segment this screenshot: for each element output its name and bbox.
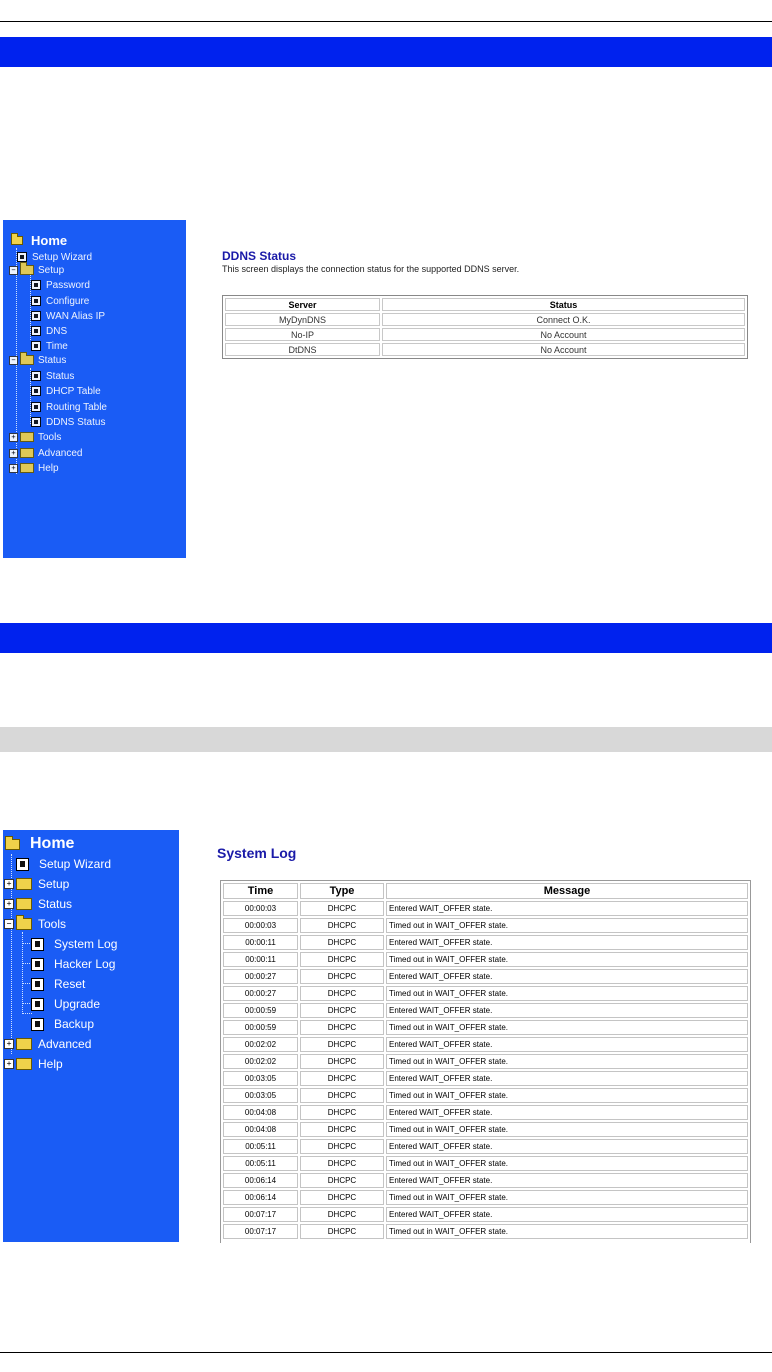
sidebar-home-label: Home <box>31 233 68 248</box>
sidebar-item-routing-table[interactable] <box>31 401 107 413</box>
table-row <box>223 935 748 950</box>
sidebar-item-password[interactable] <box>31 279 90 291</box>
sidebar-item-help[interactable] <box>9 462 59 474</box>
table-row <box>223 1139 748 1154</box>
message-cell: Entered WAIT_OFFER state. <box>386 901 748 916</box>
collapse-icon: − <box>9 356 18 365</box>
column-header-type: Type <box>300 883 384 899</box>
sidebar-item-setup-wizard[interactable] <box>16 855 111 873</box>
expand-icon: + <box>9 464 18 473</box>
folder-icon <box>16 878 32 890</box>
table-row <box>223 1224 748 1239</box>
message-cell: Timed out in WAIT_OFFER state. <box>386 952 748 967</box>
message-cell: Entered WAIT_OFFER state. <box>386 1139 748 1154</box>
folder-open-icon <box>11 236 23 245</box>
table-row <box>223 1156 748 1171</box>
sidebar-home[interactable] <box>5 835 74 853</box>
table-row <box>223 1003 748 1018</box>
collapse-icon: − <box>4 919 14 929</box>
page-icon <box>31 417 41 427</box>
sidebar-item-setup-wizard[interactable] <box>17 251 92 263</box>
message-cell: Timed out in WAIT_OFFER state. <box>386 1088 748 1103</box>
message-cell: Timed out in WAIT_OFFER state. <box>386 1156 748 1171</box>
time-cell: 00:07:17 <box>223 1207 298 1222</box>
table-row <box>225 328 745 341</box>
table-row <box>223 952 748 967</box>
table-row <box>223 1105 748 1120</box>
time-cell: 00:00:59 <box>223 1020 298 1035</box>
syslog-page-title: System Log <box>217 845 297 861</box>
time-cell: 00:06:14 <box>223 1173 298 1188</box>
folder-icon <box>20 432 34 442</box>
type-cell: DHCPC <box>300 952 384 967</box>
time-cell: 00:05:11 <box>223 1139 298 1154</box>
sidebar-item-tools[interactable] <box>4 915 66 933</box>
section-header-bar-2 <box>0 623 772 653</box>
folder-icon <box>20 448 34 458</box>
sidebar-item-wan-alias-ip[interactable] <box>31 310 105 322</box>
sidebar-item-label: DHCP Table <box>46 385 101 397</box>
type-cell: DHCPC <box>300 901 384 916</box>
sidebar-item-label: Setup <box>38 264 65 276</box>
time-cell: 00:00:11 <box>223 935 298 950</box>
type-cell: DHCPC <box>300 1071 384 1086</box>
bottom-rule <box>0 1352 772 1353</box>
message-cell: Timed out in WAIT_OFFER state. <box>386 1224 748 1239</box>
time-cell: 00:00:03 <box>223 901 298 916</box>
table-row <box>223 1207 748 1222</box>
sidebar-item-label: Advanced <box>38 1037 92 1051</box>
message-cell: Entered WAIT_OFFER state. <box>386 1037 748 1052</box>
sidebar-home[interactable] <box>11 233 67 248</box>
table-header-row <box>223 883 748 899</box>
table-row <box>225 313 745 326</box>
server-cell: MyDynDNS <box>225 313 380 326</box>
time-cell: 00:04:08 <box>223 1122 298 1137</box>
sidebar-item-label: Help <box>38 1057 63 1071</box>
sidebar-item-label: Help <box>38 462 59 474</box>
sidebar-item-label: Routing Table <box>46 401 107 413</box>
section-header-bar-1 <box>0 37 772 67</box>
ddns-description: This screen displays the connection status for the supported DDNS server. <box>222 264 520 274</box>
table-row <box>223 1020 748 1035</box>
sidebar-item-label: Hacker Log <box>54 957 116 971</box>
type-cell: DHCPC <box>300 1020 384 1035</box>
type-cell: DHCPC <box>300 1156 384 1171</box>
type-cell: DHCPC <box>300 1207 384 1222</box>
page-icon <box>31 938 44 951</box>
page-icon <box>31 998 44 1011</box>
ddns-sidebar <box>3 220 186 558</box>
subsection-header-bar <box>0 727 772 752</box>
status-cell: No Account <box>382 343 745 356</box>
table-row <box>223 1088 748 1103</box>
message-cell: Entered WAIT_OFFER state. <box>386 1003 748 1018</box>
message-cell: Entered WAIT_OFFER state. <box>386 969 748 984</box>
table-row <box>223 986 748 1001</box>
message-cell: Entered WAIT_OFFER state. <box>386 1173 748 1188</box>
system-log-table-container <box>220 880 751 1243</box>
type-cell: DHCPC <box>300 935 384 950</box>
table-row <box>225 343 745 356</box>
message-cell: Entered WAIT_OFFER state. <box>386 1071 748 1086</box>
time-cell: 00:03:05 <box>223 1088 298 1103</box>
time-cell: 00:00:11 <box>223 952 298 967</box>
page-icon <box>31 341 41 351</box>
folder-icon <box>16 898 32 910</box>
sidebar-item-advanced[interactable] <box>4 1035 91 1053</box>
time-cell: 00:05:11 <box>223 1156 298 1171</box>
sidebar-item-ddns-status[interactable] <box>31 416 105 428</box>
table-row <box>223 1173 748 1188</box>
sidebar-item-label: Advanced <box>38 447 83 459</box>
page-icon <box>31 1018 44 1031</box>
time-cell: 00:00:03 <box>223 918 298 933</box>
time-cell: 00:04:08 <box>223 1105 298 1120</box>
page-icon <box>16 858 29 871</box>
sidebar-item-label: Time <box>46 340 68 352</box>
sidebar-item-label: DDNS Status <box>46 416 106 428</box>
page-icon <box>31 311 41 321</box>
time-cell: 00:02:02 <box>223 1054 298 1069</box>
expand-icon: + <box>9 449 18 458</box>
top-rule <box>0 21 772 22</box>
expand-icon: + <box>4 1059 14 1069</box>
sidebar-item-label: Status <box>38 897 73 911</box>
sidebar-home-label: Home <box>30 835 75 852</box>
syslog-sidebar <box>3 830 179 1242</box>
folder-icon <box>16 1038 32 1050</box>
message-cell: Timed out in WAIT_OFFER state. <box>386 1054 748 1069</box>
table-header-row <box>225 298 745 311</box>
page-icon <box>31 386 41 396</box>
ddns-status-table <box>222 295 748 359</box>
sidebar-item-dhcp-table[interactable] <box>31 385 101 397</box>
sidebar-item-reset[interactable] <box>31 975 85 993</box>
expand-icon: + <box>4 899 14 909</box>
sidebar-item-status[interactable] <box>9 354 66 366</box>
type-cell: DHCPC <box>300 969 384 984</box>
message-cell: Timed out in WAIT_OFFER state. <box>386 1190 748 1205</box>
type-cell: DHCPC <box>300 986 384 1001</box>
system-log-rows <box>223 901 748 1239</box>
expand-icon: + <box>4 879 14 889</box>
ddns-page-title: DDNS Status <box>222 249 297 263</box>
sidebar-item-label: Password <box>46 279 90 291</box>
folder-open-icon <box>16 918 32 930</box>
message-cell: Entered WAIT_OFFER state. <box>386 1105 748 1120</box>
sidebar-item-hacker-log[interactable] <box>31 955 115 973</box>
time-cell: 00:06:14 <box>223 1190 298 1205</box>
type-cell: DHCPC <box>300 1139 384 1154</box>
sidebar-item-label: Tools <box>38 431 62 443</box>
time-cell: 00:03:05 <box>223 1071 298 1086</box>
sidebar-item-advanced[interactable] <box>9 447 82 459</box>
sidebar-item-status[interactable] <box>4 895 72 913</box>
message-cell: Timed out in WAIT_OFFER state. <box>386 986 748 1001</box>
type-cell: DHCPC <box>300 1054 384 1069</box>
type-cell: DHCPC <box>300 1173 384 1188</box>
folder-icon <box>20 463 34 473</box>
sidebar-item-label: Setup Wizard <box>39 857 112 871</box>
sidebar-item-label: Status <box>38 354 67 366</box>
time-cell: 00:00:27 <box>223 969 298 984</box>
folder-open-icon <box>5 839 20 850</box>
type-cell: DHCPC <box>300 918 384 933</box>
column-header-message: Message <box>386 883 748 899</box>
sidebar-item-label: Tools <box>38 917 67 931</box>
page-icon <box>31 402 41 412</box>
column-header-server: Server <box>225 298 380 311</box>
sidebar-item-setup[interactable] <box>9 264 64 276</box>
message-cell: Entered WAIT_OFFER state. <box>386 935 748 950</box>
server-cell: No-IP <box>225 328 380 341</box>
page-icon <box>31 371 41 381</box>
table-row <box>223 969 748 984</box>
table-row <box>223 918 748 933</box>
message-cell: Timed out in WAIT_OFFER state. <box>386 918 748 933</box>
sidebar-item-setup[interactable] <box>4 875 69 893</box>
sidebar-item-system-log[interactable] <box>31 935 117 953</box>
sidebar-item-label: DNS <box>46 325 68 337</box>
collapse-icon: − <box>9 266 18 275</box>
sidebar-item-configure[interactable] <box>31 295 89 307</box>
time-cell: 00:07:17 <box>223 1224 298 1239</box>
type-cell: DHCPC <box>300 1088 384 1103</box>
folder-open-icon <box>20 265 34 275</box>
table-row <box>223 1122 748 1137</box>
sidebar-item-label: Backup <box>54 1017 95 1031</box>
table-row <box>223 901 748 916</box>
sidebar-item-label: Configure <box>46 295 90 307</box>
sidebar-item-tools[interactable] <box>9 431 61 443</box>
expand-icon: + <box>9 433 18 442</box>
table-row <box>223 1054 748 1069</box>
table-row <box>223 1190 748 1205</box>
table-row <box>223 1071 748 1086</box>
type-cell: DHCPC <box>300 1190 384 1205</box>
sidebar-item-label: WAN Alias IP <box>46 310 106 322</box>
type-cell: DHCPC <box>300 1105 384 1120</box>
sidebar-item-label: Setup <box>38 877 70 891</box>
status-cell: No Account <box>382 328 745 341</box>
sidebar-item-status-page[interactable] <box>31 370 74 382</box>
sidebar-item-label: Reset <box>54 977 86 991</box>
sidebar-item-time[interactable] <box>31 340 68 352</box>
type-cell: DHCPC <box>300 1003 384 1018</box>
sidebar-item-label: Status <box>46 370 75 382</box>
column-header-status: Status <box>382 298 745 311</box>
time-cell: 00:00:27 <box>223 986 298 1001</box>
sidebar-item-backup[interactable] <box>31 1015 94 1033</box>
page-icon <box>31 296 41 306</box>
time-cell: 00:00:59 <box>223 1003 298 1018</box>
expand-icon: + <box>4 1039 14 1049</box>
message-cell: Timed out in WAIT_OFFER state. <box>386 1122 748 1137</box>
status-cell: Connect O.K. <box>382 313 745 326</box>
message-cell: Timed out in WAIT_OFFER state. <box>386 1020 748 1035</box>
folder-open-icon <box>20 355 34 365</box>
page-icon <box>17 252 27 262</box>
page-icon <box>31 326 41 336</box>
page-icon <box>31 280 41 290</box>
type-cell: DHCPC <box>300 1037 384 1052</box>
page-icon <box>31 978 44 991</box>
sidebar-item-label: Upgrade <box>54 997 101 1011</box>
page-icon <box>31 958 44 971</box>
column-header-time: Time <box>223 883 298 899</box>
sidebar-item-help[interactable] <box>4 1055 63 1073</box>
sidebar-item-upgrade[interactable] <box>31 995 100 1013</box>
time-cell: 00:02:02 <box>223 1037 298 1052</box>
sidebar-item-dns[interactable] <box>31 325 67 337</box>
type-cell: DHCPC <box>300 1122 384 1137</box>
server-cell: DtDNS <box>225 343 380 356</box>
sidebar-item-label: System Log <box>54 937 118 951</box>
folder-icon <box>16 1058 32 1070</box>
type-cell: DHCPC <box>300 1224 384 1239</box>
system-log-table <box>221 881 750 1241</box>
table-row <box>223 1037 748 1052</box>
message-cell: Entered WAIT_OFFER state. <box>386 1207 748 1222</box>
sidebar-item-label: Setup Wizard <box>32 251 93 263</box>
